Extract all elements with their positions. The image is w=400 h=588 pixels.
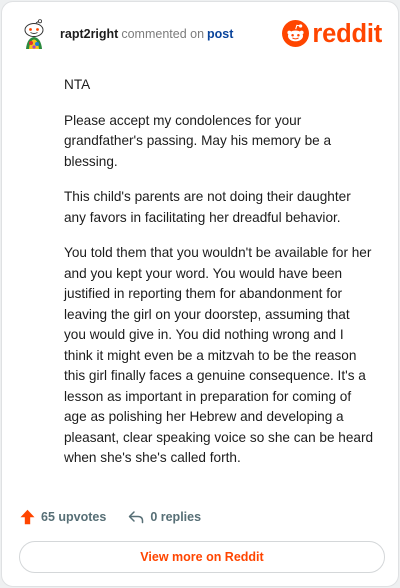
view-more-button[interactable]: View more on Reddit [19, 541, 385, 573]
upvote-arrow-icon [20, 509, 35, 525]
reply-count[interactable] [128, 510, 201, 524]
username-link[interactable]: rapt2right [60, 27, 119, 41]
comment-header [19, 18, 382, 52]
comment-paragraph: You told them that you wouldn't be available for her and you kept your word. You would have been justified in reporting them for abandonment for leaving the girl on your doorstep, assuming that you would give in. You did nothing wrong and I think it might even be a mitzvah to be the reason this girl finally faces a genuine consequence. It's a lesson as important in preparation for coming of age as polishing her Hebrew and developing a pleasant, clear speaking voice so she can be heard when she's she's called forth. [64, 245, 374, 465]
upvote-count[interactable] [20, 509, 106, 525]
reddit-logo[interactable] [282, 19, 382, 49]
comment-paragraph: This child's parents are not doing their daughter any favors in facilitating her dreadful behavior. [64, 189, 351, 225]
upvotes-label: 65 upvotes [41, 510, 107, 524]
snoo-logo-icon [282, 20, 309, 47]
reddit-wordmark: reddit [312, 19, 382, 48]
comment-body [64, 75, 374, 484]
snoo-avatar-icon [19, 19, 51, 51]
avatar[interactable] [19, 19, 51, 51]
comment-paragraph: Please accept my condolences for your grandfather's passing. May his memory be a blessing. [64, 112, 332, 169]
post-link[interactable]: post [207, 27, 234, 41]
action-text: commented on [121, 27, 205, 41]
embedded-comment-card [1, 1, 399, 587]
comment-paragraph: NTA [64, 77, 91, 92]
byline [60, 26, 233, 42]
reply-arrow-icon [128, 510, 144, 524]
comment-stats [20, 507, 201, 527]
replies-label: 0 replies [150, 510, 202, 524]
